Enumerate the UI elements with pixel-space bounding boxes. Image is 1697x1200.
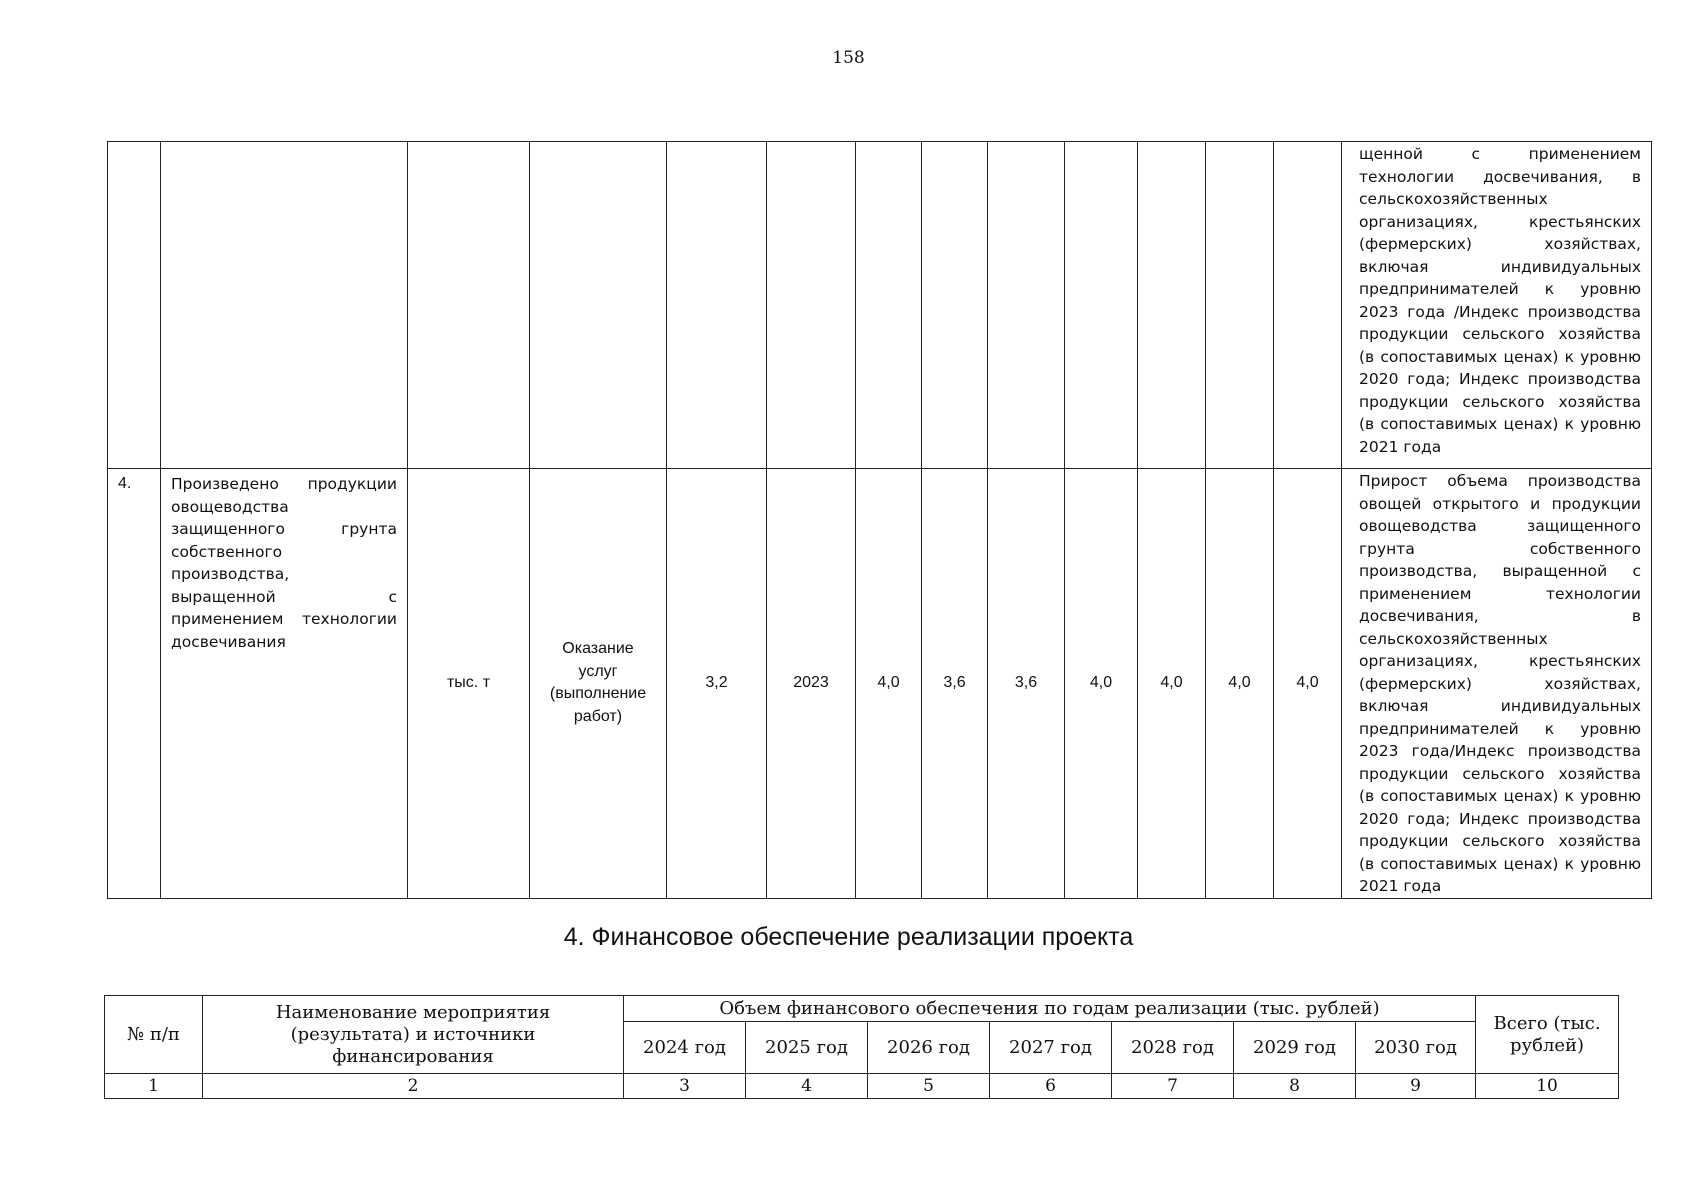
header-year-2028: 2028 год (1112, 1022, 1234, 1074)
cell-value-2025: 3,6 (922, 469, 988, 899)
header-year-2030: 2030 год (1356, 1022, 1476, 1074)
header-volume: Объем финансового обеспечения по годам реализации (тыс. рублей) (624, 996, 1476, 1022)
cell-value (988, 142, 1065, 469)
index-cell: 5 (868, 1074, 990, 1099)
header-year-2026: 2026 год (868, 1022, 990, 1074)
cell-description: щенной с применением технологии досвечивания, в сельскохозяйственных организациях, крестьянских (фермерских) хозяйствах, включая индивидуальных предпринимателей к уровню 2023 года /Индекс производства продукции сельского хозяйства (в сопоставимых ценах) к уровню 2020 года; Индекс производства продукции сельского хозяйства (в сопоставимых ценах) к уровню 2021 года (1342, 142, 1652, 469)
index-cell: 1 (105, 1074, 203, 1099)
finance-table (104, 995, 1619, 1099)
header-year-2029: 2029 год (1234, 1022, 1356, 1074)
header-total: Всего (тыс. рублей) (1476, 996, 1619, 1074)
header-year-2027: 2027 год (990, 1022, 1112, 1074)
table-row-continuation (108, 142, 1652, 469)
cell-value (1138, 142, 1206, 469)
cell-value-2030: 4,0 (1274, 469, 1342, 899)
index-cell: 10 (1476, 1074, 1619, 1099)
cell-value-2029: 4,0 (1206, 469, 1274, 899)
finance-header-row (105, 996, 1619, 1022)
cell-value (1065, 142, 1138, 469)
section-title: 4. Финансовое обеспечение реализации проекта (563, 923, 1134, 951)
cell-description: Прирост объема производства овощей открытого и продукции овощеводства защищенного грунта собственного производства, выращенной с применением технологии досвечивания, в сельскохозяйственных организациях, крестьянских (фермерских) хозяйствах, включая индивидуальных предпринимателей к уровню 2023 года/Индекс производства продукции сельского хозяйства (в сопоставимых ценах) к уровню 2020 года; Индекс производства продукции сельского хозяйства (в сопоставимых ценах) к уровню 2021 года (1342, 469, 1652, 899)
cell-value (922, 142, 988, 469)
cell-unit: тыс. т (408, 469, 530, 899)
cell-base-value: 3,2 (667, 469, 767, 899)
index-cell: 7 (1112, 1074, 1234, 1099)
cell-value-2028: 4,0 (1138, 469, 1206, 899)
cell-type: Оказание услуг (выполнение работ) (530, 469, 667, 899)
cell-name: Произведено продукции овощеводства защищенного грунта собственного производства, выращенной с применением технологии досвечивания (161, 469, 408, 899)
cell-name (161, 142, 408, 469)
cell-base-year (767, 142, 856, 469)
cell-value (1206, 142, 1274, 469)
index-cell: 4 (746, 1074, 868, 1099)
index-cell: 2 (203, 1074, 624, 1099)
cell-base-year: 2023 (767, 469, 856, 899)
index-cell: 9 (1356, 1074, 1476, 1099)
cell-base-value (667, 142, 767, 469)
cell-unit (408, 142, 530, 469)
table-row-4 (108, 469, 1652, 899)
cell-number: 4. (108, 469, 161, 899)
header-year-2024: 2024 год (624, 1022, 746, 1074)
cell-value-2024: 4,0 (856, 469, 922, 899)
index-cell: 8 (1234, 1074, 1356, 1099)
cell-type (530, 142, 667, 469)
indicators-table (107, 141, 1652, 899)
cell-value (1274, 142, 1342, 469)
header-year-2025: 2025 год (746, 1022, 868, 1074)
cell-value-2027: 4,0 (1065, 469, 1138, 899)
header-number: № п/п (105, 996, 203, 1074)
cell-value (856, 142, 922, 469)
finance-index-row (105, 1074, 1619, 1099)
index-cell: 6 (990, 1074, 1112, 1099)
page-number: 158 (832, 48, 865, 68)
header-name: Наименование мероприятия (результата) и источники финансирования (203, 996, 624, 1074)
cell-number (108, 142, 161, 469)
index-cell: 3 (624, 1074, 746, 1099)
cell-value-2026: 3,6 (988, 469, 1065, 899)
